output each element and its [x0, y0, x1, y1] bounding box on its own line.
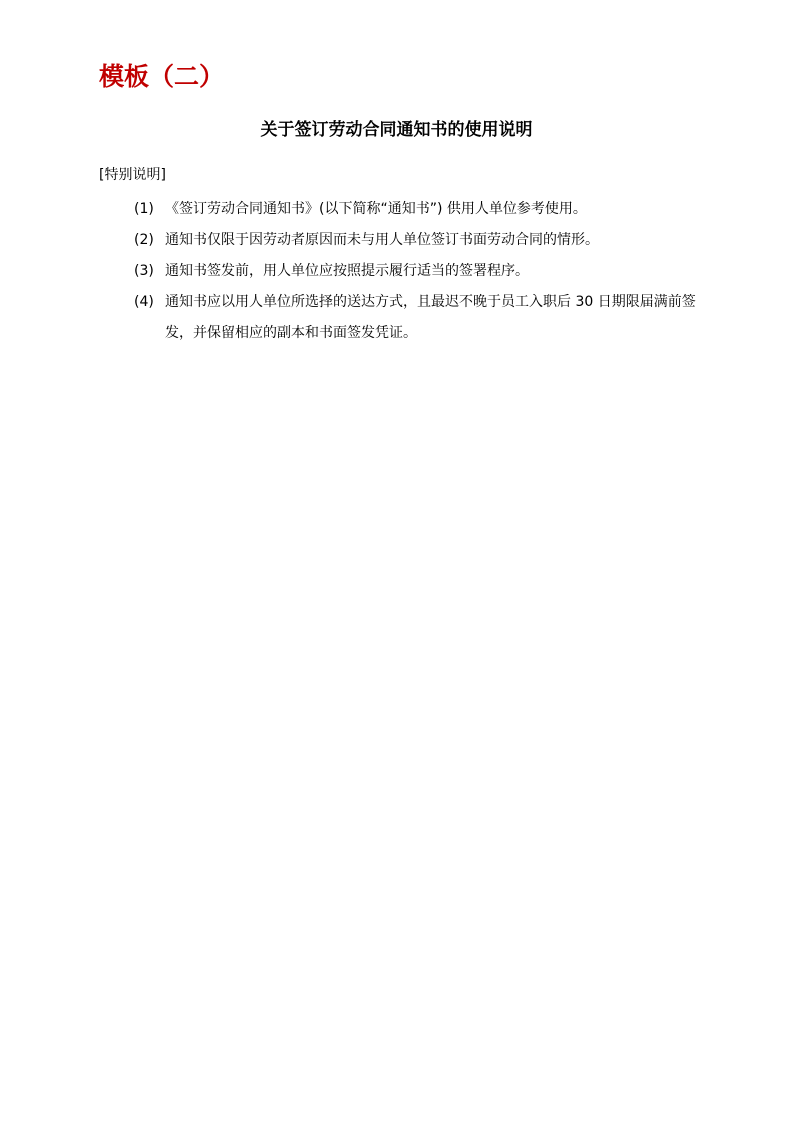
special-notes-heading: [特别说明]	[99, 167, 166, 183]
note-item	[134, 198, 704, 220]
note-item-number: (2)	[134, 232, 154, 248]
note-item-number: (4)	[134, 294, 154, 310]
template-title: 模板（二）	[99, 62, 225, 91]
note-item-number: (1)	[134, 201, 154, 217]
note-item-text: 通知书仅限于因劳动者原因而未与用人单位签订书面劳动合同的情形。	[165, 232, 599, 248]
note-item	[134, 291, 704, 349]
note-item-text: 通知书签发前，用人单位应按照提示履行适当的签署程序。	[165, 263, 529, 279]
note-item	[134, 229, 704, 251]
document-title: 关于签订劳动合同通知书的使用说明	[260, 120, 533, 140]
note-item-text: 《签订劳动合同通知书》(以下简称“通知书”) 供用人单位参考使用。	[165, 201, 587, 217]
note-item-text: 通知书应以用人单位所选择的送达方式，且最迟不晚于员工入职后 30 日期限届满前签发，并保留相应的副本和书面签发凭证。	[165, 294, 696, 341]
note-item	[134, 260, 704, 282]
note-item-number: (3)	[134, 263, 154, 279]
